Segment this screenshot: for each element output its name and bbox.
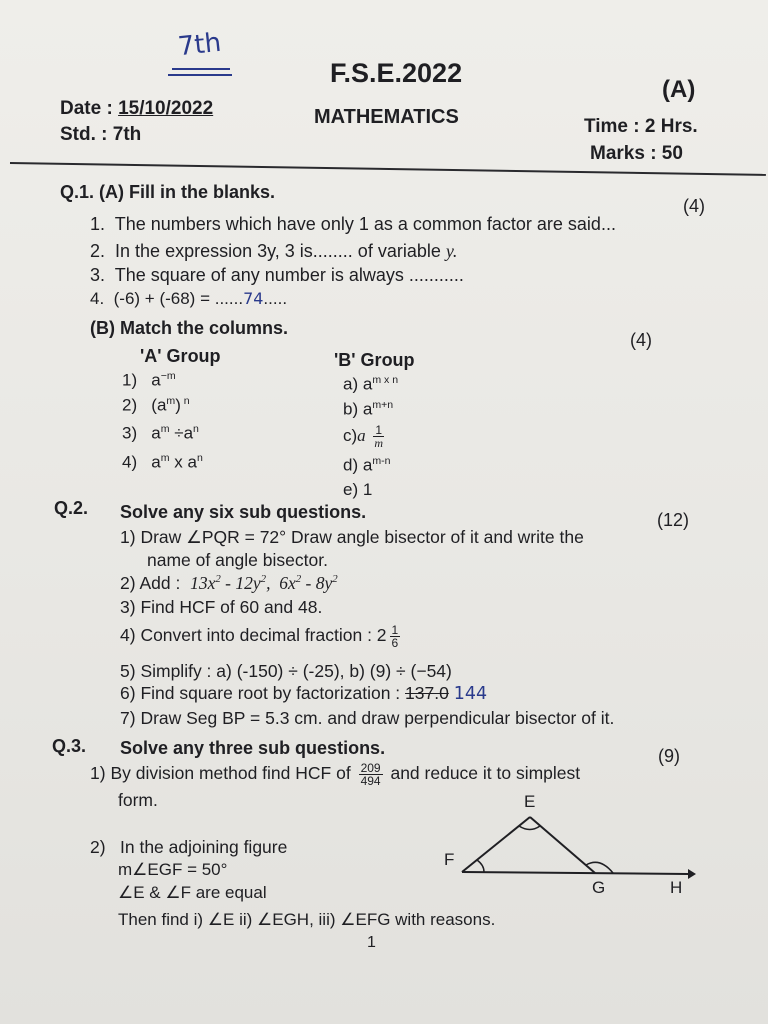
fraction [359,762,383,787]
q3-marks: (9) [658,746,680,766]
q2-marks: (12) [657,510,690,530]
segment-fe [462,817,530,872]
item-number: 3. [90,265,106,285]
item-text: (-6) + (-68) = ...... [113,289,244,308]
item-number: 4. [90,289,105,308]
item-number: 4) [120,625,136,646]
item-text: Find square root by factorization : [140,683,401,703]
group-a-item-4: 4) $a^m$ x $a^n$ [122,452,203,472]
grade-note: 7th [176,27,223,63]
item-number: 2) [122,395,138,415]
date-label: Date : [60,98,113,119]
angle-arc-f [477,860,484,872]
variable-y: y. [445,241,458,261]
q3-item-1 [90,762,580,787]
group-b-item-a: a) $a^{m x n}$ [343,374,399,394]
group-a-item-1: 1) $a^{-m}$ [122,370,176,390]
numerator: 209 [360,761,381,775]
q2-item-3 [120,597,322,618]
q1-item-4 [90,289,287,309]
q1-item-2 [90,241,457,262]
item-tail: ..... [263,289,288,308]
item-text: By division method find HCF of [110,763,351,784]
q3-item-1-cont: form. [118,790,158,810]
label-h: H [670,878,683,897]
group-b-item-b: b) $a^{m+n}$ [343,399,394,419]
item-text: The numbers which have only 1 as a common factor are said... [114,214,616,234]
item-text: In the expression 3y, 3 is........ of variable [115,241,446,261]
item-letter: b) [343,399,359,419]
date-row [60,98,213,120]
item-text: Find HCF of 60 and 48. [140,597,323,617]
denominator: 494 [360,774,381,788]
item-number: 1) [90,763,106,784]
item-letter: a) [343,374,359,394]
segment-eg [530,817,595,873]
std-row [60,124,141,146]
q2-item-5 [120,661,452,682]
item-number: 2) [120,573,136,593]
item-text: Draw Seg BP = 5.3 cm. and draw perpendicular bisector of it. [140,708,615,728]
item-text: Draw ∠PQR = 72° Draw angle bisector of it and write the [140,527,584,547]
ray-fh [462,872,688,874]
label-g: G [592,878,606,897]
marks: Marks : 50 [590,143,683,164]
q1-title: Q.1. (A) Fill in the blanks. [60,182,276,202]
item-number: 4) [122,452,138,472]
page-number: 1 [367,934,376,951]
q3-number: Q.3. [52,736,87,756]
item-number: 3) [122,423,138,443]
item-text: The square of any number is always ........... [114,265,464,285]
item-number: 3) [120,597,136,617]
item-letter: d) [343,455,359,475]
struck-value: 137.0 [405,683,449,703]
q3-item-2-line-2: m∠EGF = 50° [118,860,228,879]
item-number: 5) [120,661,136,681]
exam-title: F.S.E.2022 [330,58,463,88]
group-b-item-d: d) $a^{m-n}$ [343,455,391,475]
q3-item-2-line-3: ∠E & ∠F are equal [118,883,267,902]
group-b-heading: 'B' Group [334,350,415,370]
q1-marks: (4) [683,196,705,216]
expression: $13x^2 - 12y^2$, $6x^2 - 8y^2$ [190,573,338,593]
set-code: (A) [662,76,696,103]
std-value: 7th [112,124,142,145]
item-letter: c) [343,425,358,445]
q2-item-1 [120,527,584,548]
item-text: Convert into decimal fraction : 2 [140,625,387,646]
item-text-2: and reduce it to simplest [390,763,581,784]
q1-item-1 [90,214,616,235]
item-number: 7) [120,708,136,728]
item-number: 6) [120,683,136,703]
subject: MATHEMATICS [314,106,459,128]
std-label: Std. : [60,124,108,145]
q1b-title: (B) Match the columns. [90,318,289,338]
item-number: 2. [90,241,106,261]
item-text: Simplify : a) (-150) ÷ (-25), b) (9) ÷ (−54) [140,661,452,681]
group-a-heading: 'A' Group [140,346,221,366]
arrow-head-icon [688,869,696,879]
q2-item-4: 4) Convert into decimal fraction : 2 $\frac{1}{6}$ [120,623,399,650]
item-number: 1. [90,214,106,234]
grade-underline [172,68,230,70]
time: Time : 2 Hrs. [584,116,698,137]
q2-item-2 [120,573,338,594]
q3-item-2-line-1: In the adjoining figure [120,837,288,857]
q1b-marks: (4) [630,330,652,350]
q3-item-2-number: 2) [90,837,106,857]
handwritten-answer: 74 [243,289,264,308]
q3-item-2-line-4: Then find i) ∠E ii) ∠EGH, iii) ∠EFG with reasons. [118,910,496,929]
q2-item-1-cont: name of angle bisector. [147,550,328,570]
label-f: F [444,850,455,869]
q2-number: Q.2. [54,498,89,518]
triangle-figure [430,785,710,900]
q2-title: Solve any six sub questions. [120,502,367,522]
item-number: 1) [120,527,136,547]
grade-underline-2 [168,74,232,76]
q2-item-7 [120,708,614,729]
group-a-item-2: 2) $(a^m)$ $^n$ [122,395,190,415]
group-b-item-c: c)a $\frac{1}{m}$ [343,423,384,450]
item-text: Add : [139,573,181,593]
angle-arc-e [519,826,540,830]
group-b-item-e: e) 1 [343,480,373,499]
item-number: 1) [122,370,138,390]
q1-item-3 [90,265,464,286]
q3-title: Solve any three sub questions. [120,738,386,758]
date-value: 15/10/2022 [118,98,214,119]
handwritten-answer: 144 [453,684,488,704]
q2-item-6 [120,683,487,704]
label-e: E [524,792,536,811]
group-a-item-3: 3) $a^m \div a^n$ [122,423,199,443]
